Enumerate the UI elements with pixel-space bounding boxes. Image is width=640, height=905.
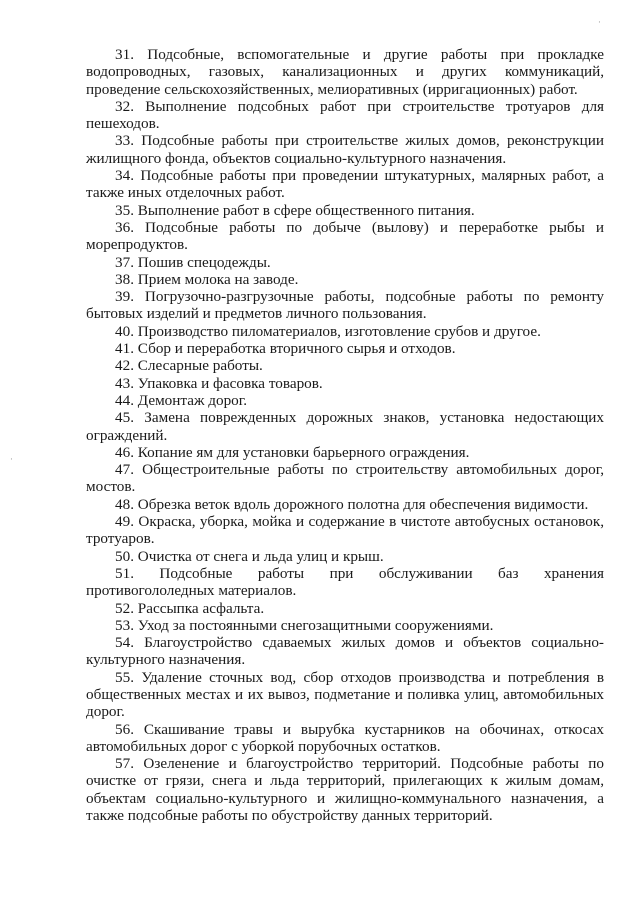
item-number: 52.	[115, 599, 134, 617]
list-item	[86, 755, 604, 824]
item-number: 50.	[115, 547, 134, 565]
list-item	[86, 548, 604, 565]
list-item	[86, 288, 604, 323]
list-item	[86, 669, 604, 721]
item-text: Озеленение и благоустройство территорий. Подсобные работы по очистке от грязи, снега и льда территорий, прилегающих к жилым домам, объектам социально-культурного и жилищно-коммунального назначения, а также подсобные работы по обустройству данных территорий.	[86, 755, 604, 825]
item-text: Демонтаж дорог.	[137, 391, 248, 409]
item-text: Слесарные работы.	[137, 357, 263, 375]
list-item	[86, 721, 604, 756]
item-number: 44.	[115, 391, 134, 409]
item-text: Благоустройство сдаваемых жилых домов и объектов социально-культурного назначения.	[86, 634, 604, 669]
item-number: 40.	[115, 322, 134, 340]
list-item	[86, 375, 604, 392]
list-item	[86, 461, 604, 496]
list-item	[86, 271, 604, 288]
item-text: Выполнение подсобных работ при строительстве тротуаров для пешеходов.	[86, 97, 605, 133]
list-item	[86, 600, 604, 617]
item-number: 55.	[115, 668, 134, 686]
item-number: 39.	[115, 288, 134, 306]
item-number: 56.	[115, 720, 134, 738]
item-text: Общестроительные работы по строительству автомобильных дорог, мостов.	[86, 461, 605, 496]
item-text: Выполнение работ в сфере общественного питания.	[137, 201, 475, 219]
item-number: 32.	[115, 97, 134, 115]
item-number: 37.	[115, 253, 134, 271]
list-item	[86, 132, 604, 167]
item-text: Удаление сточных вод, сбор отходов производства и потребления в общественных местах и их вывоз, подметание и поливка улиц, автомобильных дорог.	[86, 668, 605, 721]
list-item	[86, 219, 604, 254]
item-number: 45.	[115, 409, 134, 427]
item-number: 31.	[115, 46, 134, 63]
scan-mark: ·	[598, 18, 601, 28]
item-text: Уход за постоянными снегозащитными сооружениями.	[137, 616, 494, 634]
item-number: 57.	[115, 755, 134, 773]
scan-mark: ·	[10, 455, 13, 465]
list-item	[86, 323, 604, 340]
item-text: Погрузочно-разгрузочные работы, подсобные работы по ремонту бытовых изделий и предметов личного пользования.	[86, 288, 605, 323]
item-text: Производство пиломатериалов, изготовление срубов и другое.	[137, 322, 541, 340]
list-item	[86, 167, 604, 202]
item-number: 33.	[115, 132, 134, 150]
item-number: 35.	[115, 201, 134, 219]
list-item	[86, 357, 604, 374]
item-text: Копание ям для установки барьерного ограждения.	[137, 443, 470, 461]
item-text: Сбор и переработка вторичного сырья и отходов.	[137, 340, 456, 358]
item-number: 54.	[115, 634, 134, 652]
item-number: 42.	[115, 357, 134, 375]
item-number: 49.	[115, 513, 134, 531]
item-text: Подсобные, вспомогательные и другие работы при прокладке водопроводных, газовых, канализационных и других коммуникаций, проведение сельскохозяйственных, мелиоративных (ирригационных) работ.	[86, 46, 605, 98]
list-item	[86, 409, 604, 444]
list-item	[86, 254, 604, 271]
list-item	[86, 565, 604, 600]
item-number: 36.	[115, 218, 134, 236]
item-number: 43.	[115, 374, 134, 392]
item-text: Подсобные работы при обслуживании баз хранения противогололедных материалов.	[86, 564, 604, 600]
list-item	[86, 617, 604, 634]
item-text: Замена поврежденных дорожных знаков, установка недостающих ограждений.	[86, 409, 604, 444]
item-number: 53.	[115, 616, 134, 634]
list-item	[86, 634, 604, 669]
item-text: Подсобные работы по добыче (вылову) и переработке рыбы и морепродуктов.	[86, 218, 605, 254]
document-body	[86, 46, 604, 824]
item-text: Очистка от снега и льда улиц и крыш.	[137, 547, 384, 565]
item-text: Прием молока на заводе.	[137, 270, 299, 288]
item-text: Окраска, уборка, мойка и содержание в чистоте автобусных остановок, тротуаров.	[86, 513, 605, 548]
list-item	[86, 340, 604, 357]
list-item	[86, 46, 604, 98]
item-text: Упаковка и фасовка товаров.	[137, 374, 323, 392]
item-text: Обрезка веток вдоль дорожного полотна для обеспечения видимости.	[137, 495, 589, 513]
list-item	[86, 392, 604, 409]
item-number: 46.	[115, 443, 134, 461]
item-text: Пошив спецодежды.	[137, 253, 271, 271]
list-item	[86, 202, 604, 219]
item-text: Рассыпка асфальта.	[137, 599, 265, 617]
item-text: Подсобные работы при строительстве жилых домов, реконструкции жилищного фонда, объектов социально-культурного назначения.	[86, 132, 604, 167]
list-item	[86, 513, 604, 548]
list-item	[86, 98, 604, 133]
item-number: 48.	[115, 495, 134, 513]
list-item	[86, 444, 604, 461]
item-number: 47.	[115, 461, 134, 479]
item-number: 51.	[115, 564, 134, 582]
item-text: Скашивание травы и вырубка кустарников на обочинах, откосах автомобильных дорог с уборкой порубочных остатков.	[86, 720, 605, 755]
list-item	[86, 496, 604, 513]
item-number: 34.	[115, 167, 134, 185]
item-text: Подсобные работы при проведении штукатурных, малярных работ, а также иных отделочных работ.	[86, 167, 604, 202]
item-number: 38.	[115, 270, 134, 288]
item-number: 41.	[115, 340, 134, 358]
